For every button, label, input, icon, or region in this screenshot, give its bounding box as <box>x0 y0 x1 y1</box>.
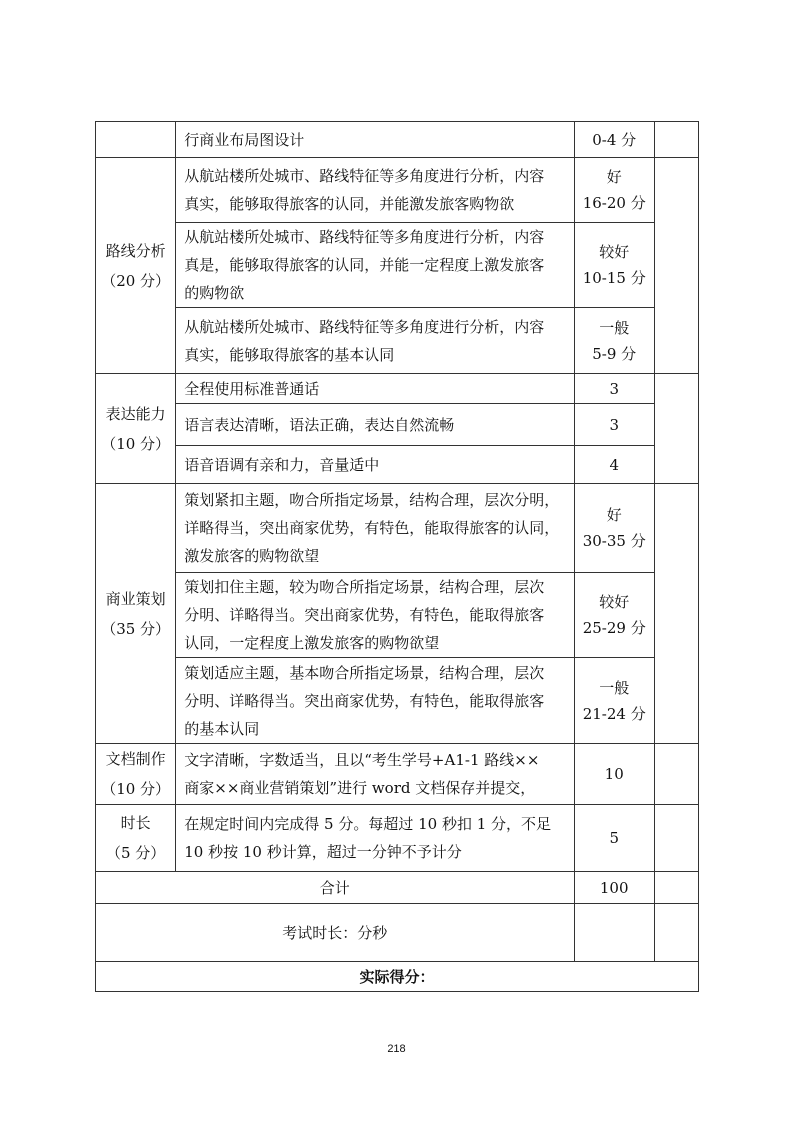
criteria-cell: 全程使用标准普通话 <box>176 374 574 404</box>
category-cell <box>96 744 176 805</box>
criteria-line: 策划扣住主题，较为吻合所指定场景，结构合理，层次 <box>184 578 545 596</box>
criteria-line: 策划紧扣主题，吻合所指定场景，结构合理，层次分明， <box>184 491 560 509</box>
table-row <box>96 962 699 992</box>
criteria-line: 在规定时间内完成得 5 分。每超过 10 秒扣 1 分，不足 <box>184 815 552 833</box>
table-row <box>96 308 699 374</box>
category-points: （20 分） <box>101 271 171 290</box>
criteria-line: 的基本认同 <box>184 719 260 738</box>
criteria-cell: 行商业布局图设计 <box>176 122 574 158</box>
criteria-cell <box>176 158 574 223</box>
blank-cell <box>654 872 698 904</box>
criteria-line: 认同，一定程度上激发旅客的购物欲望 <box>184 634 440 652</box>
score-cell: 3 <box>574 374 654 404</box>
criteria-line: 从航站楼所处城市、路线特征等多角度进行分析，内容 <box>184 167 545 185</box>
grade-range: 10-15 分 <box>582 269 646 287</box>
grade-range: 30-35 分 <box>582 532 646 550</box>
criteria-line: 分明、详略得当。突出商家优势，有特色，能取得旅客 <box>184 606 545 624</box>
table-row <box>96 573 699 658</box>
score-cell: 10 <box>574 744 654 805</box>
exam-time-label: 考试时长：分秒 <box>96 904 575 962</box>
category-points: （5 分） <box>105 844 166 862</box>
grade-label: 较好 <box>599 593 630 611</box>
category-label: 表达能力 <box>105 404 166 423</box>
grade-range: 25-29 分 <box>582 619 646 637</box>
page-number: 218 <box>387 1043 406 1055</box>
criteria-line: 详略得当，突出商家优势，有特色，能取得旅客的认同， <box>184 519 560 537</box>
category-cell-empty <box>96 122 176 158</box>
category-cell <box>96 805 176 872</box>
score-cell <box>574 158 654 223</box>
criteria-line: 分明、详略得当。突出商家优势，有特色，能取得旅客 <box>184 691 545 710</box>
criteria-line: 真实，能够取得旅客的认同，并能激发旅客购物欲 <box>184 195 515 213</box>
criteria-line: 的购物欲 <box>184 284 245 302</box>
criteria-cell <box>176 744 574 805</box>
score-cell: 5 <box>574 805 654 872</box>
blank-cell <box>654 904 698 962</box>
table-row <box>96 872 699 904</box>
table-row <box>96 404 699 446</box>
grade-label: 好 <box>606 168 622 186</box>
criteria-cell: 语音语调有亲和力，音量适中 <box>176 446 574 484</box>
exam-time-value <box>574 904 654 962</box>
category-label: 路线分析 <box>105 241 166 260</box>
category-label: 文档制作 <box>105 750 166 768</box>
table-row <box>96 158 699 223</box>
table-row <box>96 374 699 404</box>
category-label: 时长 <box>120 814 151 832</box>
criteria-cell: 语言表达清晰，语法正确，表达自然流畅 <box>176 404 574 446</box>
blank-cell <box>654 744 698 805</box>
category-cell <box>96 484 176 744</box>
table-row <box>96 122 699 158</box>
score-cell <box>574 658 654 744</box>
criteria-line: 激发旅客的购物欲望 <box>184 547 320 565</box>
category-points: （10 分） <box>101 434 171 453</box>
score-cell <box>574 308 654 374</box>
criteria-line: 文字清晰，字数适当，且以“考生学号+A1-1 路线×× <box>184 751 540 769</box>
category-cell <box>96 374 176 484</box>
score-cell: 3 <box>574 404 654 446</box>
score-cell <box>574 573 654 658</box>
criteria-line: 从航站楼所处城市、路线特征等多角度进行分析，内容 <box>184 317 545 336</box>
score-cell: 4 <box>574 446 654 484</box>
table-row <box>96 484 699 573</box>
table-row <box>96 223 699 308</box>
table-row <box>96 744 699 805</box>
table-row <box>96 904 699 962</box>
criteria-cell <box>176 658 574 744</box>
grade-range: 16-20 分 <box>582 194 646 212</box>
final-score-label: 实际得分： <box>96 962 699 992</box>
blank-cell <box>654 374 698 484</box>
scoring-table <box>95 121 699 992</box>
criteria-cell <box>176 573 574 658</box>
grade-range: 21-24 分 <box>582 704 646 723</box>
criteria-cell <box>176 484 574 573</box>
criteria-line: 商家××商业营销策划”进行 word 文档保存并提交， <box>184 779 536 797</box>
grade-label: 好 <box>606 506 622 524</box>
criteria-cell <box>176 308 574 374</box>
criteria-cell <box>176 223 574 308</box>
total-label: 合计 <box>96 872 575 904</box>
category-label: 商业策划 <box>105 589 166 608</box>
criteria-line: 真是，能够取得旅客的认同，并能一定程度上激发旅客 <box>184 256 545 274</box>
blank-cell <box>654 122 698 158</box>
grade-label: 较好 <box>599 243 630 261</box>
grade-range: 5-9 分 <box>592 344 637 363</box>
criteria-line: 10 秒按 10 秒计算，超过一分钟不予计分 <box>184 843 462 861</box>
category-cell <box>96 158 176 374</box>
criteria-line: 真实，能够取得旅客的基本认同 <box>184 345 395 364</box>
category-points: （10 分） <box>101 780 171 798</box>
total-score: 100 <box>574 872 654 904</box>
blank-cell <box>654 805 698 872</box>
score-cell <box>574 484 654 573</box>
criteria-line: 策划适应主题，基本吻合所指定场景，结构合理，层次 <box>184 663 545 682</box>
criteria-line: 从航站楼所处城市、路线特征等多角度进行分析，内容 <box>184 228 545 246</box>
table-row <box>96 446 699 484</box>
grade-label: 一般 <box>599 678 630 697</box>
blank-cell <box>654 484 698 744</box>
grade-label: 一般 <box>599 318 630 337</box>
blank-cell <box>654 158 698 374</box>
table-row <box>96 805 699 872</box>
criteria-cell <box>176 805 574 872</box>
score-cell: 0-4 分 <box>574 122 654 158</box>
table-row <box>96 658 699 744</box>
score-cell <box>574 223 654 308</box>
category-points: （35 分） <box>101 619 171 638</box>
